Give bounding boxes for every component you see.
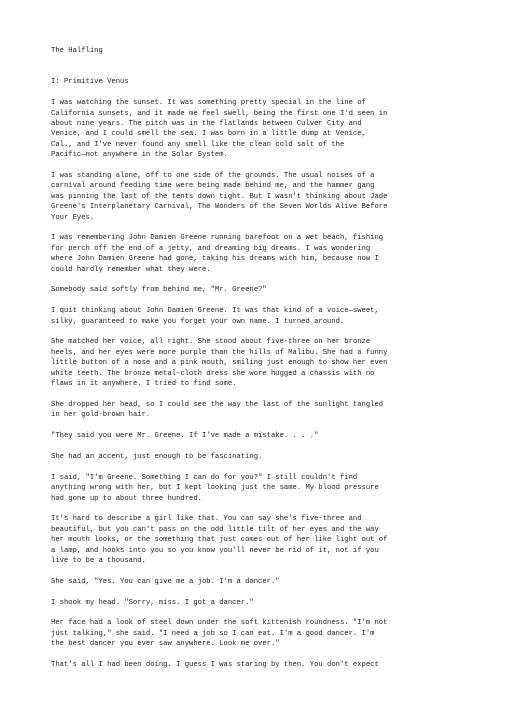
text-line: had gone up to about three hundred. — [51, 494, 202, 503]
chapter-heading: I: Primitive Venus — [51, 78, 129, 87]
text-line: Your Eyes. — [51, 213, 95, 222]
paragraph — [51, 514, 491, 566]
text-line: a lamp, and hooks into you so you know you'll never be rid of it, not if you — [51, 546, 379, 555]
text-line: could hardly remember what they were. — [51, 265, 211, 274]
text-line: little button of a nose and a pink mouth, smiling just enough to show her even — [51, 359, 388, 368]
paragraph — [51, 598, 491, 608]
text-line: I quit thinking about John Damien Greene. It was that kind of a voice—sweet, — [51, 307, 379, 316]
paragraph — [51, 618, 491, 649]
document-body — [51, 98, 491, 670]
paragraph — [51, 285, 491, 295]
paragraph — [51, 431, 491, 441]
text-line: She had an accent, just enough to be fascinating. — [51, 452, 263, 461]
text-line: silky, guaranteed to make you forget your own name. I turned around. — [51, 317, 345, 326]
paragraph — [51, 337, 491, 389]
paragraph — [51, 233, 491, 275]
text-line: She said, "Yes. You can give me a job. I'm a dancer." — [51, 577, 280, 586]
text-line: her mouth looks, or the something that just comes out of her like light out of — [51, 536, 388, 545]
text-line: white teeth. The bronze metal-cloth dress she wore hugged a chassis with no — [51, 369, 375, 378]
text-line: I was standing alone, off to one side of the grounds. The usual noises of a — [51, 172, 375, 181]
text-line: Somebody said softly from behind me, "Mr. Greene?" — [51, 286, 267, 295]
paragraph — [51, 171, 491, 223]
document-title: The Halfling — [51, 47, 103, 55]
text-line: She dropped her head, so I could see the way the last of the sunlight tangled — [51, 400, 384, 409]
paragraph — [51, 400, 491, 421]
text-line: where John Damien Greene had gone, taking his dreams with him, because now I — [51, 255, 379, 264]
text-line: She matched her voice, all right. She stood about five-three on her bronze — [51, 338, 371, 347]
text-line: Pacific—not anywhere in the Solar System. — [51, 151, 228, 160]
paragraph — [51, 660, 491, 670]
paragraph — [51, 577, 491, 587]
text-line: I shook my head. "Sorry, miss. I got a dancer." — [51, 598, 254, 607]
text-line: flaws in it anywhere. I tried to find some. — [51, 380, 237, 389]
text-line: I was remembering John Damien Greene running barefoot on a wet beach, fishing — [51, 234, 384, 243]
text-line: for perch off the end of a jetty, and dreaming big dreams. I was wondering — [51, 244, 371, 253]
text-line: Greene's Interplanetary Carnival, The Wonders of the Seven Worlds Alive Before — [51, 203, 388, 212]
text-line: I was watching the sunset. It was something pretty special in the line of — [51, 99, 366, 108]
text-line: just talking," she said. "I need a job so I can eat. I'm a good dancer. I'm — [51, 629, 375, 638]
text-line: That's all I had been doing. I guess I was staring by then. You don't expect — [51, 660, 379, 669]
text-line: the best dancer you ever saw anywhere. Look me over." — [51, 640, 280, 649]
paragraph — [51, 306, 491, 327]
text-line: Venice, and I could smell the sea. I was born in a little dump at Venice, — [51, 130, 366, 139]
text-line: California sunsets, and it made me feel swell, being the first one I'd seen in — [51, 109, 388, 118]
text-line: I said, "I'm Greene. Something I can do for you?" I still couldn't find — [51, 473, 358, 482]
text-line: in her gold-brown hair. — [51, 411, 151, 420]
text-line: heels, and her eyes were more purple than the hills of Malibu. She had a funny — [51, 348, 388, 357]
text-line: Cal., and I've never found any smell like the clean cold salt of the — [51, 140, 345, 149]
text-line: live to be a thousand. — [51, 556, 146, 565]
text-line: carnival around feeding time were being made behind me, and the hammer gang — [51, 182, 375, 191]
text-line: It's hard to describe a girl like that. You can say she's five-three and — [51, 515, 362, 524]
paragraph — [51, 473, 491, 504]
document-page — [51, 46, 491, 681]
text-line: Her face had a look of steel down under the soft kittenish roundness. "I'm not — [51, 619, 388, 628]
text-line: beautiful, but you can't pass on the odd little tilt of her eyes and the way — [51, 525, 379, 534]
paragraph — [51, 452, 491, 462]
text-line: anything wrong with her, but I kept looking just the same. My blood pressure — [51, 484, 379, 493]
paragraph — [51, 98, 491, 160]
text-line: about nine years. The pitch was in the flatlands between Culver City and — [51, 120, 362, 129]
text-line: "They said you were Mr. Greene. If I've made a mistake. . . ." — [51, 432, 319, 441]
text-line: was pinning the last of the tents down tight. But I wasn't thinking about Jade — [51, 192, 388, 201]
